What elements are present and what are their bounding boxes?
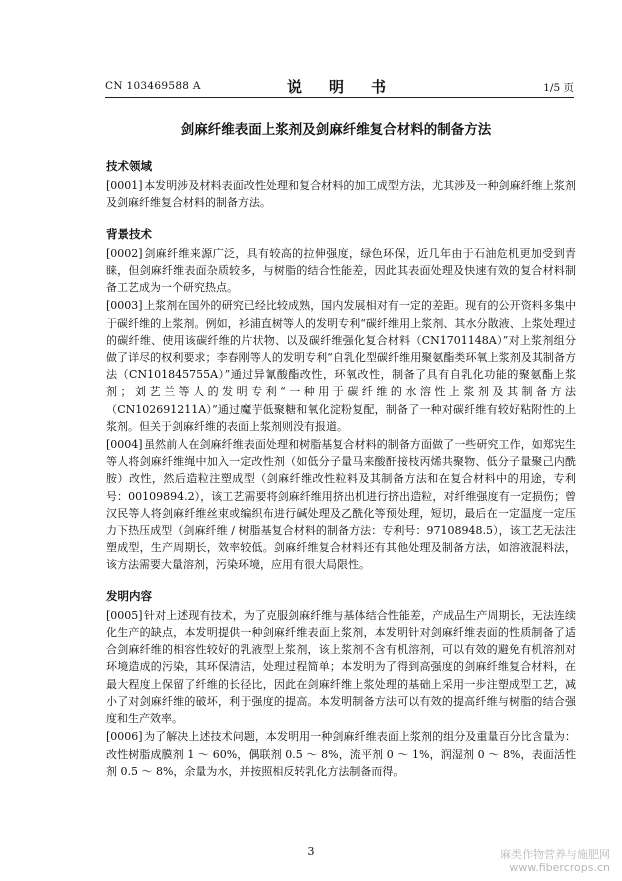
- paragraph: [106, 607, 576, 727]
- paragraph-text: 本发明涉及材料表面改性处理和复合材料的加工成型方法，尤其涉及一种剑麻纤维上浆剂及剑麻纤维复合材料的制备方法。: [106, 179, 576, 210]
- paragraph-number: [0003]: [106, 299, 143, 313]
- patent-number: CN 103469588 A: [105, 80, 201, 92]
- paragraph: [106, 728, 576, 780]
- section-heading: 技术领域: [106, 159, 152, 173]
- paragraph-text: 针对上述现有技术，为了克服剑麻纤维与基体结合性能差，产成品生产周期长，无法连续化生产的缺点，本发明提供一种剑麻纤维表面上浆剂，本发明针对剑麻纤维表面的性质制备了适合剑麻纤维的相容性较好的乳液型上浆剂，该上浆剂不含有机溶剂，可以有效的避免有机溶剂对环境造成的污染，其环保清洁，处理过程简单；本发明为了得到高强度的剑麻纤维复合材料，在最大程度上保留了纤维的长径比，因此在剑麻纤维上浆处理的基础上采用一步注塑成型工艺，减小了对剑麻纤维的破坏，利于强度的提高。本发明制备方法可以有效的提高纤维与树脂的结合强度和生产效率。: [106, 608, 576, 726]
- page-info: 1/5 页: [543, 82, 574, 94]
- watermark: [500, 848, 610, 874]
- paragraph-number: [0005]: [106, 608, 143, 622]
- page-header: [105, 76, 574, 98]
- paragraph: [106, 245, 576, 297]
- paragraph-text: 剑麻纤维来源广泛，具有较高的拉伸强度，绿色环保，近几年由于石油危机更加受到青睐，但剑麻纤维表面杂质较多，与树脂的结合性能差，因此其表面处理及快速有效的复合材料制备工艺成为一个研究热点。: [106, 246, 576, 295]
- paragraph: [106, 297, 576, 435]
- document-body: [106, 158, 576, 781]
- paragraph-number: [0004]: [106, 438, 143, 452]
- paragraph-text: 上浆剂在国外的研究已经比较成熟，国内发展相对有一定的差距。现有的公开资料多集中于碳纤维的上浆剂。例如，衫浦直树等人的发明专利“碳纤维用上浆剂、其水分散液、上浆处理过的碳纤维、使用该碳纤维的片状物、以及碳纤维强化复合材料（CN1701148A）”对上浆剂组分做了详尽的权利要求；李春刚等人的发明专利“自乳化型碳纤维用聚氨酯类环氧上浆剂及其制备方法（CN101845755A）”通过异氰酸酯改性，环氧改性，制备了具有自乳化功能的聚氨酯上浆剂；刘艺兰等人的发明专利“一种用于碳纤维的水溶性上浆剂及其制备方法（CN102691211A）”通过魔芋低聚糖和氧化淀粉复配，制备了一种对碳纤维有较好粘附性的上浆剂。但关于剑麻纤维的表面上浆剂则没有报道。: [106, 299, 576, 433]
- paragraph-number: [0006]: [106, 730, 143, 744]
- paragraph-text: 为了解决上述技术问题，本发明用一种剑麻纤维表面上浆剂的组分及重量百分比含量为：改性树脂成膜剂 1 ～ 60%，偶联剂 0.5 ～ 8%，流平剂 0 ～ 1%，润湿剂 0 ～ 8%，表面活性剂 0.5 ～ 8%，余量为水，并按照相反转乳化方法制备而得。: [106, 730, 576, 778]
- paragraph-number: [0002]: [106, 246, 143, 260]
- section-heading: 发明内容: [106, 588, 152, 603]
- watermark-url: www.fibercrops.cn: [509, 861, 610, 874]
- document-type: 说 明 书: [286, 78, 392, 96]
- paragraph: [106, 177, 576, 211]
- document-title: 剑麻纤维表面上浆剂及剑麻纤维复合材料的制备方法: [180, 122, 492, 138]
- paragraph-number: [0001]: [106, 179, 143, 193]
- paragraph: [106, 436, 576, 574]
- section-heading: 背景技术: [106, 226, 152, 241]
- watermark-title: 麻类作物营养与施肥网: [500, 848, 610, 861]
- paragraph-text: 虽然前人在剑麻纤维表面处理和树脂基复合材料的制备方面做了一些研究工作，如郑宪生等人将剑麻纤维绳中加入一定改性剂（如低分子量马来酸酐接枝丙烯共聚物、低分子量聚己内酰胺）改性，然后造粒注塑成型（剑麻纤维改性粒料及其制备方法和在复合材料中的用途，专利号：00109894.2），该工艺需要将剑麻纤维用挤出机进行挤出造粒，对纤维强度有一定损伤；曾汉民等人将剑麻纤维丝束或编织布进行碱处理及乙酰化等预处理，短切，最后在一定温度一定压力下热压成型（剑麻纤维 / 树脂基复合材料的制备方法：专利号：97108948.5），该工艺无法注塑成型，生产周期长，效率较低。剑麻纤维复合材料还有其他处理及制备方法，如溶液混料法，该方法需要大量溶剂，污染环境，应用有很大局限性。: [106, 438, 576, 572]
- page-number: 3: [307, 845, 315, 858]
- header-rule: [105, 97, 574, 98]
